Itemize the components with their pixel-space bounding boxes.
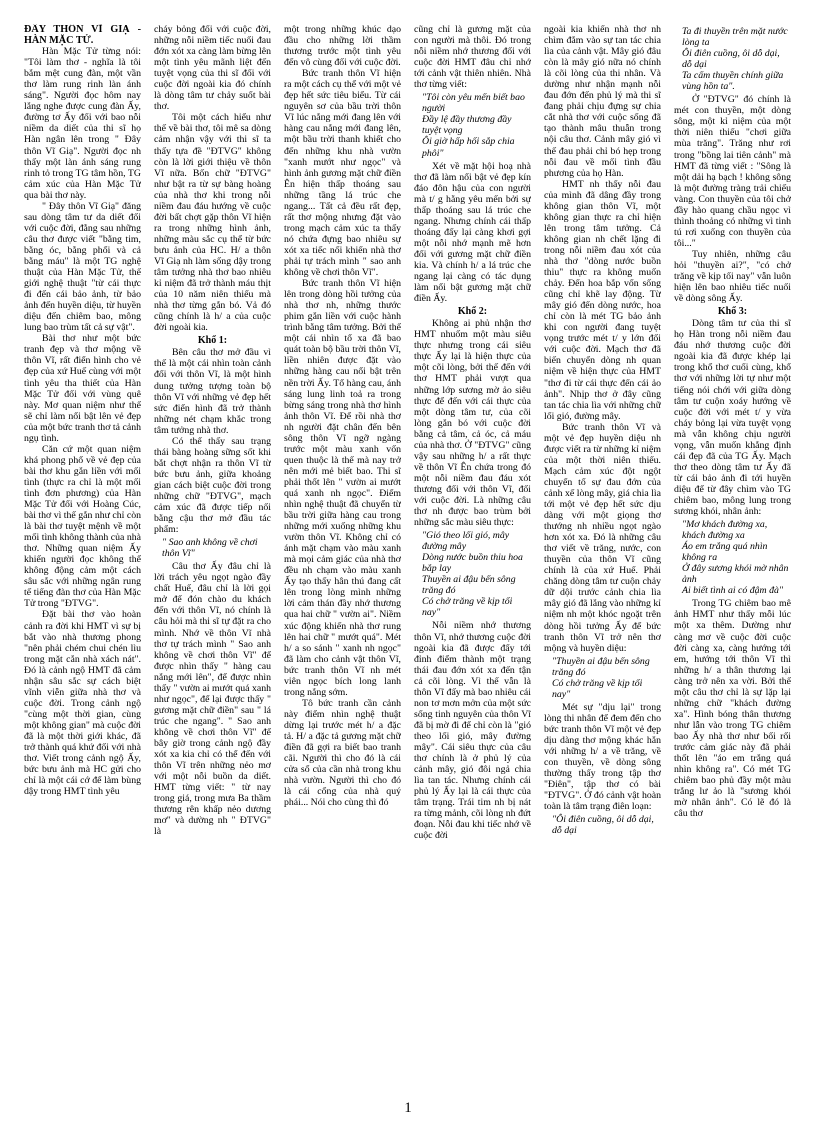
body-paragraph: Bài thơ như một bức tranh đẹp và thơ mộng về thôn Vĩ, rất điển hình cho vẻ đẹp của xứ Huế cùng với một tình yêu tha thiết của Hàn Mặc Tử đối với vùng quê này. Mơ quan niệm như thế sẽ chỉ làm nổi bật lên vẻ đẹp của một bức tranh thơ tả cảnh ngụ tình. [24, 333, 141, 444]
body-paragraph: Nỗi niềm nhớ thương thôn Vĩ, nhớ thương cuộc đời ngoài kia đã được đẩy tới đỉnh điểm thành một trạng thái đau đớn xót xa đến tận cả cõi lòng. Vì thế vẫn là thôn Vĩ đấy mà bao nhiêu cái non tơ mơn mởn của một sức sống tinh nguyên của thôn Vĩ đã bị mờ đi để chỉ còn là "gió theo lối gió, mây đường mây". Cái siêu thực của câu thơ chính là ở phủ lý của cảnh mây, gió đôi ngả chia lìa tan tác. Nhưng chính cái phủ lý Ấy lại là cái thực của tâm trạng. Trái tim nh bị nát ra từng mảnh, cõi lòng nh đứt đoạn. Nỗi đau khi tiếc nhớ về cuộc đời [414, 620, 531, 842]
poem-quote [682, 519, 791, 596]
text-column-1 [24, 24, 141, 1086]
poem-line: Ôi điên cuồng, ôi dỗ dại, dỗ dại [682, 48, 780, 71]
body-paragraph: Bức tranh thôn Vĩ hiện ra một cách cụ thể với một vẻ đẹp hết sức tiêu biểu. Từ cái nguyên sơ của bầu trời thôn Vĩ lúc nắng mới đang lên với hàng cau nắng mới đang lên, một bầu trời thanh khiết cho đến những khu nhà vườn "xanh mướt như ngọc" và hình ảnh gương mặt chữ điền Ên hiện thấp thoáng sau những tầng lá trúc che ngang... Tất cả đều rất đẹp, rất thơ mộng nhưng đặt vào trong mạch cảm xúc ta thấy nó chứa đựng bao nhiêu sự xót xa tiếc nối khiến nhà thơ phải tự trách mình " sao anh không về chơi thôn Vĩ". [284, 68, 401, 279]
section-heading: Khổ 2: [457, 306, 488, 318]
poem-quote [552, 656, 661, 700]
poem-line: Ta đi thuyền trên mặt nước lòng ta [682, 26, 788, 49]
poem-line: Có chở trăng về kịp tối nay" [422, 596, 513, 619]
poem-line: "Tôi còn yêu mến biết bao người [422, 92, 525, 115]
body-paragraph: Không ai phủ nhận thơ HMT nhuốm một màu siêu thực nhưng trong cái siêu thực Ấy lại là hiện thực của một cõi lòng, bởi thế đến với thơ HMT phải vượt qua những lớp sương mờ ảo siêu thực để đến với cái thực của một dòng tâm tư, của cõi lòng gắn bó với cuộc đời bằng cả tâm, cả óc, cả máu của nhà thơ. Ở "ĐTVG" cũng vậy sau những h/ a rất thực về thôn Vĩ Ên chứa trong đó một nỗi niềm đau đáu xót thương đối với thôn Vĩ, đối với cuộc đời. Là những câu thơ nh được bao trùm bởi những sắc màu siêu thực: [414, 318, 531, 529]
page-number: 1 [404, 1100, 412, 1116]
poem-line: Thuyền ai đậu bến sông trăng đó [422, 574, 516, 597]
body-paragraph: Câu thơ Ấy đâu chỉ là lời trách yêu ngọt ngào đầy chất Huế, đâu chỉ là lời gọi mở để đón chào du khách đến với thôn Vĩ, nó chính là câu hỏi mà thi sĩ tự đặt ra cho mình. Nhớ về thôn Vĩ nhà thơ tự trách mình " Sao anh không về chơi thôn Vĩ" để được nhìn thấy " hàng cau nắng mới lên", để được nhìn thấy " vườn ai mướt quá xanh như ngọc", để lại được thấy " gương mặt chữ điền" sau " lá trúc che ngang". " Sao anh không về chơi thôn Vĩ" để bây giờ trong cảnh ngộ đầy xót xa kia chỉ có thể đến với thôn Vĩ trên những nẻo mơ với một nỗi buồn da diết. HMT từng viết: " từ nay trong giá, trong mưa Ba thầm thương rên khấp nẻo dương mơ" và dường nh " ĐTVG" là [154, 561, 271, 838]
poem-line: Đầy lệ đầy thương đầy tuyệt vọng [422, 114, 512, 137]
text-column-4 [414, 24, 531, 1086]
poem-line: Có chở trăng về kịp tối nay" [552, 677, 643, 700]
body-paragraph: Bức tranh thôn Vĩ và một vẻ đẹp huyền diệu nh được viết ra từ những kỉ niệm của một thời niên thiếu. Mạch cảm xúc đột ngột chuyển tố sự đau đớn của cảnh xế lòng mây, giá chia lìa tới một vẻ đẹp hết sức dịu dàng với một giọng thơ thướng nh nhiều ngọt ngào hơn xót xa. Đó là những câu thơ viết về trăng, nước, con thuyền của thôn Vĩ cũng chính là của xứ Huế. Phải chăng dòng tâm tư cuộn chảy dữ dội trước cảnh chia lìa mây gió đã lắng vào những kỉ niệm nh một khóc ngoặt trên dòng hồi tưởng Ấy để bức tranh thôn Vĩ trở nên thơ mộng và huyền diệu: [544, 421, 661, 654]
document-page [24, 24, 792, 1086]
body-paragraph: Trong TG chiêm bao mê ảnh HMT như thấy mỗi lúc một xa thêm. Dường như càng mơ về cuộc đời cuộc đời càng xa, càng hướng tới em, hướng tới thôn Vĩ thì những h/ a thân thương lại càng trở nên xa vời. Bởi thế một câu thơ chỉ là sự lặp lại những chữ "khách đường xa". Hình bóng thân thương như lẫn vào trong TG chiêm bao Ấy nhà thơ như bối rối trước cảm giác này đã phải thốt lên "áo em trắng quá nhìn không ra". Có mét TG chiêm bao phủ đầy một màu trắng lư ảo là "sương khói mờ nhân ảnh". Có lẽ đó là câu thơ [674, 598, 791, 820]
text-column-6 [674, 24, 791, 1086]
poem-line: "Thuyền ai đậu bến sông trăng đó [552, 655, 650, 678]
poem-line: Ta cấm thuyền chính giữa vùng hồn ta". [682, 70, 784, 93]
body-paragraph: Căn cứ một quan niệm khá phong phổ về vẻ đẹp của bài thơ khu gắn liền với mối tình (thực ra chỉ là một mối tình đơn phương) của Hàn Mặc Tử đối với Hoàng Cúc, bài thơ vì thế gắn như chỉ còn là bài thơ tuyệt mệnh về một mối tình không thành của nhà thơ. Những quan niệm Ấy khiến người đọc không thể không động cảm một cách sâu sắc với những ngân rung tế tiếng đàn thơ của Hàn Mặc Tử trong "ĐTVG". [24, 443, 141, 610]
text-column-2 [154, 24, 271, 1086]
text-column-5 [544, 24, 661, 1086]
poem-line: Ôi giờ hấp hối sắp chia phôi" [422, 136, 515, 159]
body-paragraph: Tôi một cách hiểu như thế về bài thơ, tôi mê sa dòng cảm nhận vậy với thi sĩ ta thấy tựa đề "ĐTVG" không còn là lời giới thiệu về thôn Vĩ nữa. Bốn chữ "ĐTVG" như bật ra từ sự bàng hoàng của nhà thơ khi trong nỗi niềm đau đáu hướng về cuộc đời bất chợt gặp thôn Vĩ hiện ra trong những hình ảnh, những màu sắc cụ thể từ bức bưu ảnh của HC. H/ a thôn Vĩ Giạ nh làm sống dậy trong tâm tưởng nhà thơ bao nhiêu kỉ niệm đã trở thành máu thịt của 10 năm niên thiếu mà nhà thơ từng gắn bó. Vả đó cũng chính là h/ a của cuộc đời ngoài kia. [154, 112, 271, 334]
body-paragraph: Có thể thấy sau trạng thái bàng hoàng sững sốt khi bắt chợt nhận ra thôn Vĩ từ bức bưu ảnh, giữa khoảng gian cách biệt cuộc đời trong những chữ "ĐTVG", mạch cảm xúc đã được tiếp nối bằng cậu thơ mở đầu tác phẩm: [154, 435, 271, 536]
poem-quote [422, 92, 531, 158]
body-paragraph: Hàn Mặc Tử từng nói: "Tôi làm thơ - nghĩa là tôi bắm mệt cung đàn, một vần thơ làm rung rinh làn ánh sáng". Người đọc hôm nay lắng nghe được cung đàn Ấy, đường tơ Ấy đối với bao nỗi niềm da diết của thi sĩ họ Hàn ngân lên trong " Đây thôn Vĩ Giạ". Người đọc nh thấy một làn ánh sáng rung rinh tỏ trong TG tâm hồn, TG cảm xúc của Hàn Mặc Tử qua bài thơ này. [24, 46, 141, 201]
poem-line: "Ôi điên cuồng, ôi dỗ dại, dỗ dại [552, 814, 654, 837]
body-paragraph: Xét về mặt hội hoạ nhà thơ đã làm nổi bật vẻ đẹp kín đáo đôn hậu của con người mà t/ g hằng yêu mến bởi sự thấp thoáng sau lá trúc che ngang. Nhưng chính cái thấp thoáng đấy lại càng khơi gợi một nỗi nhớ mạnh mẽ hơn đối với gương mặt chữ điền kia. Và chính h/ a lá trúc che ngang lại càng có tác dụng làm nổi bật gương mặt chữ điền Ấy. [414, 160, 531, 305]
document-title: ĐÂY THÔN VĨ GIẠ - HÀN MẶC TỬ. [24, 24, 141, 47]
body-paragraph: ngoài kia khiến nhà thơ nh chìm đắm vào sự tan tác chia lìa của cảnh vật. Mây gió đâu còn là mây gió nữa nó chính là cõi lòng của thi nhân. Và dường như nhận mạnh nỗi đau đớn đến phủ lý mà thi sĩ đang phải chịu đựng sự chia cắt nhà thơ với cuộc sống đã tạo thành mâu thuẫn trong nội câu thơ. Cảnh mây gió vì thế đau phải chỉ bó hẹp trong nỗi đau về mối tình đầu phương của họ Hàn. [544, 24, 661, 179]
poem-quote [162, 537, 271, 559]
poem-line: Ở đây sương khói mờ nhân ảnh [682, 563, 789, 586]
section-heading: Khổ 1: [197, 335, 228, 347]
poem-line: "Gió theo lối gió, mây đường mây [422, 530, 510, 553]
body-paragraph: một trong những khúc dạo đầu cho những lời thầm thương trước một tình yêu đến vô cùng đối với cuộc đời. [284, 24, 401, 69]
poem-quote [552, 814, 661, 836]
body-paragraph: Ở "ĐTVG" đó chính là mét con thuyền, một dòng sông, một kỉ niệm của một thời niên thiếu "chơi giữa mùa trăng". Trăng như rơi trong "bồng lai tiên cảnh" mà HMT đã từng viết : "Sông là một dải hạ bạch ! không sông là một đường tràng trải chiếu vàng. Con thuyền của tôi chở đầy hào quang chầu ngọc vì thình thoảng có những vì tinh tú rơi xuống con thuyền của tôi..." [674, 94, 791, 249]
body-paragraph: Bên câu thơ mở đầu vì thế là một cái nhìn toàn cảnh đối với thôn Vĩ, là một hình dung tưởng tượng toàn bộ thôn Vĩ với những vẻ đẹp hết sức điển hình đã trở thành những nét chạm khắc trong tâm tưởng nhà thơ. [154, 347, 271, 436]
poem-line: Dòng nước buồn thiu hoa bắp lay [422, 552, 523, 575]
body-paragraph: Dòng tâm tư của thi sĩ họ Hàn trong nỗi niềm đau đáu nhớ thương cuộc đời ngoài kia đã được khép lại trong khổ thơ cuối cùng, khổ thơ với những lời tự như một tiếng nói chới với giữa dòng tâm tư cuộn xoáy hướng về cuộc đời với mét t/ y vừa cháy bỏng lại vừa tuyệt vọng mà vẫn không chịu người vọng, vẫn muốn khẳng định cái đẹp đã của TG Ấy. Mạch thơ theo dòng tâm tư Ấy đã từ cái bảo ảnh đi tới huyền diệu để từ đây chìm vào TG chiêm bao, mông lung trong sương khói, nhân ảnh: [674, 318, 791, 518]
poem-line: Ai biết tình ai có đậm đà" [682, 585, 783, 597]
body-paragraph: HMT nh thấy nỗi đau của mình đã dâng đầy trong không gian thôn Vĩ, một không gian thực ra chỉ hiện lên trong tâm tưởng. Cả không gian nh chết lặng đi trong nỗi niềm đau xót của nhà thơ "dòng nước buồn thiu" thực ra không muốn chảy. Đến hoa bắp vốn sống cũng chỉ khẽ lay động. Từ mây gió đến dòng nước, hoa chỉ còn là mét TG bảo ảnh khi con người đang tuyệt vọng trước mét t/ y lớn đối với cuộc đời. Mạch thơ đã biến chuyển dòng nh quan niệm về hiện thực của HMT "thơ đi từ cái thực đến cái ảo ảnh". Nhịp thơ ở đây cũng tan tác chia lìa với những chữ lối gió, đường mây. [544, 178, 661, 422]
body-paragraph: Mét sự "dịu lại" trong lòng thi nhân để đem đến cho bức tranh thôn Vĩ một vẻ đẹp dịu dàng thơ mộng khác hẳn với những h/ a về trăng, về con thuyền, về dòng sông thường thấy trong tập thơ "Điên", tập thơ có bài "ĐTVG". Ở đó cảnh vật hoàn toàn là tâm trạng điên loạn: [544, 701, 661, 813]
body-paragraph: Đặt bài thơ vào hoàn cảnh ra đời khi HMT vì sự bị bắt vào nhà thương phong "nên phải chém chui chén lìu trong mặt cắn nhà xách nát". Đó là cảnh ngộ HMT đã cảm nhận sâu sắc sự cách biệt vĩnh viễn giữa nhà thơ và cuộc đời. Trong cảnh ngộ "cùng một thời gian, cùng một không gian" mà cuộc đời đã là một thời giới khác, đã trở thành quá khứ đối với nhà thơ. Viết trong cảnh ngộ Ấy, bức bưu ảnh mà HC gửi cho chỉ là một cái cớ để làm bùng dậy trong HMT tình yêu [24, 609, 141, 798]
poem-quote [422, 530, 531, 618]
section-heading: Khổ 3: [717, 306, 748, 318]
body-paragraph: cháy bỏng đối với cuộc đời, những nỗi niềm tiếc nuối đau đớn xót xa càng làm bừng lên một tình yêu mãnh liệt đến tuyệt vọng của thi sĩ đối với cuộc đời ngoài kia đó chính là dòng tâm tư chảy suốt bài thơ. [154, 24, 271, 113]
poem-line: " Sao anh không về chơi thôn Vĩ" [162, 537, 258, 560]
body-paragraph: Bức tranh thôn Vĩ hiện lên trong dòng hồi tưởng của nhà thơ nh, những thước phim gắn liền với cuộc hành trình bằng tâm tưởng. Bởi thế một cái nhìn tổ xa đã bao quát toàn bộ bầu trời thôn Vĩ, liền nhiên được đặt vào những hàng cau nổi bật trên nền trời Ấy. Tổ hàng cau, ánh sáng lung linh toả ra trong bừng sáng trong nhà thơ hình ảnh thôn Vĩ. Để rồi nhà thơ nh người đặt chân đến bên sông thôn Vĩ ngỡ ngàng trước một màu xanh vốn quen thuộc là thế mà nay trở nên mới mẻ biết bao. Thi sĩ phải thốt lên " vườn ai mướt quá xanh nh ngọc". Điểm nhìn nghệ thuật đã chuyển từ bầu trời giữa hàng cau trong những mới xuống những khu vườn thôn Vĩ. Không chỉ có ánh mặt chạm vào màu xanh mà mọi cảm giác của nhà thơ đều nh chạm vào màu xanh Ấy tạo thấy hân thú đang cất lên trong lòng mình những lời cảm thán đầy nhớ thương qua hai chữ " vườn ai". Niềm xúc động khiến nhà thơ rung lên hai chữ " mướt quá". Mét h/ a so sánh " xanh nh ngọc" đã làm cho cảnh vật thôn Vĩ, bức tranh thôn Vĩ nh mét viên ngọc bích long lanh trong nắng sớm. [284, 278, 401, 698]
text-column-3 [284, 24, 401, 1086]
poem-line: "Mơ khách đường xa, khách đường xa [682, 519, 768, 542]
body-paragraph: " Đây thôn Vĩ Giạ" đăng sau dòng tâm tư da diết đối với cuộc đời, đằng sau những câu thơ được viết "bằng tim, bằng óc, bằng phổi và cả bằng máu" là một TG nghệ thuật của Hàn Mặc Tử, thế giới nghệ thuật "từ cái thực đi đến cái bảo ảnh, từ bảo ảnh đến huyền diệu, từ huyền diệu đến chiêm bao, mông lung bao trùm tất cả sự vật". [24, 200, 141, 334]
poem-quote [682, 26, 791, 92]
poem-line: Áo em trắng quá nhìn không ra [682, 541, 768, 564]
body-paragraph: Tô bức tranh cần cảnh này điểm nhìn nghệ thuật dừng lại trước mét h/ a đặc tả. H/ a đặc tả gương mặt chữ điền đã gợi ra biết bao tranh cãi. Người thì cho đó là cái cửa sổ của cần nhà trong khu nhà vườn. Người thì cho đó là cái cổng của nhà quý phái... Nói cho cùng thì đó [284, 697, 401, 809]
body-paragraph: cũng chỉ là gương mặt của con người mà thôi. Đó trong nỗi niềm nhớ thương đối với cuộc đời HMT đâu chỉ nhớ tới cảnh vật thiên nhiên. Nhà thơ từng viết: [414, 24, 531, 91]
body-paragraph: Tuy nhiên, những câu hỏi "thuyền ai?", "có chở trăng về kịp tối nay" vẫn luôn hiện lên bao nhiêu tiếc nuối về dòng sông Ấy. [674, 248, 791, 305]
